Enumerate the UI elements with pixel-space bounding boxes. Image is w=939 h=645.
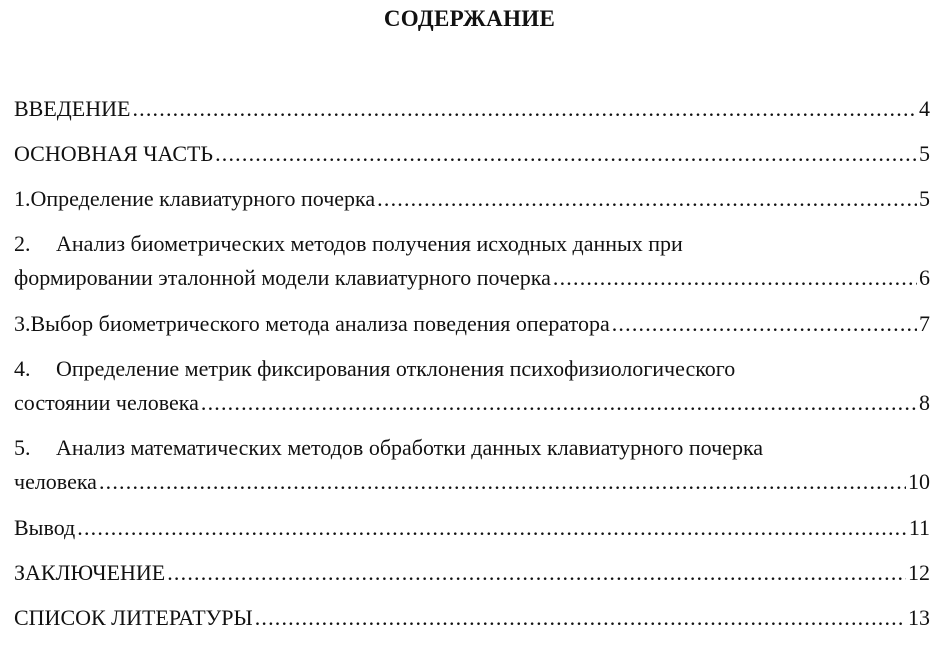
- toc-page-number: 12: [908, 560, 930, 585]
- toc-line: [14, 511, 930, 545]
- toc-entry-title: Определение клавиатурного почерка: [30, 186, 376, 211]
- dot-leader: [77, 511, 907, 545]
- toc-entry-section-2[interactable]: [14, 227, 930, 295]
- dot-leader: [612, 307, 917, 341]
- toc-entry-number: 3.: [14, 311, 31, 336]
- dot-leader: [167, 556, 906, 590]
- toc-entry-conclusion-short[interactable]: [14, 511, 930, 545]
- toc-entry-title-line-1: Анализ биометрических методов получения исходных данных при: [56, 231, 683, 256]
- toc-entry-title: Выбор биометрического метода анализа поведения оператора: [30, 311, 610, 336]
- toc-line: [14, 307, 930, 341]
- toc-line: [14, 465, 930, 499]
- toc-entry-references[interactable]: [14, 601, 930, 635]
- toc-page-number: 7: [919, 311, 930, 336]
- toc-line: [14, 261, 930, 295]
- toc-entry-title-line-1: Анализ математических методов обработки данных клавиатурного почерка: [56, 435, 764, 460]
- toc-line: [14, 352, 930, 386]
- toc-entry-introduction[interactable]: [14, 92, 930, 126]
- toc-page-number: 5: [919, 141, 930, 166]
- toc-entry-title-line-1: Определение метрик фиксирования отклонения психофизиологического: [56, 356, 736, 381]
- toc-entry-title-line-2: состоянии человека: [14, 390, 199, 415]
- toc-page-number: 11: [908, 515, 930, 540]
- toc-line: [14, 386, 930, 420]
- dot-leader: [132, 92, 917, 126]
- toc-line: [14, 182, 930, 216]
- toc-entry-number: 5.: [14, 435, 31, 460]
- toc-entry-main-part[interactable]: [14, 137, 930, 171]
- toc-line: [14, 556, 930, 590]
- dot-leader: [215, 137, 917, 171]
- toc-line: [14, 227, 930, 261]
- toc-entry-number: 2.: [14, 231, 31, 256]
- toc-line: [14, 601, 930, 635]
- dot-leader: [553, 261, 917, 295]
- toc-entry-title: СПИСОК ЛИТЕРАТУРЫ: [14, 605, 253, 630]
- toc-entry-conclusion[interactable]: [14, 556, 930, 590]
- page-title: СОДЕРЖАНИЕ: [383, 6, 556, 31]
- toc-page-number: 10: [908, 469, 930, 494]
- dot-leader: [99, 465, 906, 499]
- toc-entry-title: ЗАКЛЮЧЕНИЕ: [14, 560, 166, 585]
- toc-entry-title: ВВЕДЕНИЕ: [14, 96, 131, 121]
- toc-entry-number: 1.: [14, 186, 31, 211]
- toc-page-number: 13: [908, 605, 930, 630]
- toc-entry-section-4[interactable]: [14, 352, 930, 420]
- toc-entry-section-1[interactable]: [14, 182, 930, 216]
- toc-page-number: 8: [919, 390, 930, 415]
- toc-entry-title: Вывод: [14, 515, 76, 540]
- toc-entry-title-line-2: формировании эталонной модели клавиатурного почерка: [14, 265, 551, 290]
- dot-leader: [377, 182, 917, 216]
- toc-entry-section-3[interactable]: [14, 307, 930, 341]
- toc-entry-title-line-2: человека: [14, 469, 97, 494]
- toc-page-number: 5: [919, 186, 930, 211]
- toc-line: [14, 431, 930, 465]
- toc-line: [14, 92, 930, 126]
- toc-page-number: 4: [919, 96, 930, 121]
- dot-leader: [201, 386, 917, 420]
- dot-leader: [255, 601, 906, 635]
- toc-line: [14, 137, 930, 171]
- toc-entry-number: 4.: [14, 356, 31, 381]
- toc-entry-title: ОСНОВНАЯ ЧАСТЬ: [14, 141, 214, 166]
- toc-entry-section-5[interactable]: [14, 431, 930, 499]
- toc-page-number: 6: [919, 265, 930, 290]
